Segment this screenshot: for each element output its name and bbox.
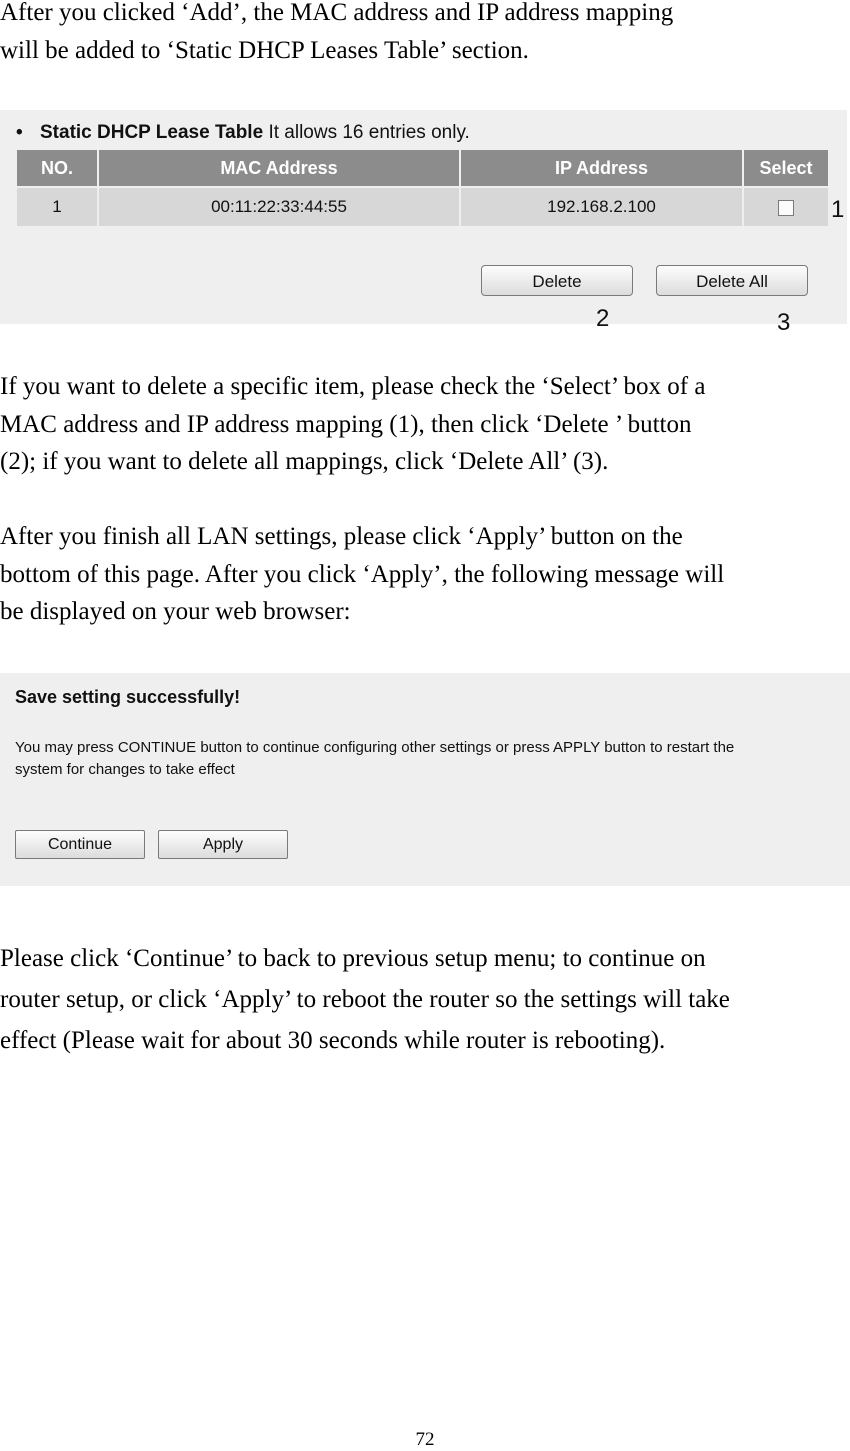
- apply-instructions-paragraph: [0, 518, 850, 631]
- cell-ip: 192.168.2.100: [461, 188, 742, 226]
- continue-explanation-paragraph: [0, 938, 850, 1061]
- save-success-message: [15, 737, 849, 781]
- paragraph-line: MAC address and IP address mapping (1), then click ‘Delete ’ button: [0, 410, 692, 438]
- save-success-screenshot: [0, 673, 850, 886]
- marker-2: 2: [596, 305, 610, 332]
- intro-paragraph: [0, 0, 850, 69]
- message-line: system for changes to take effect: [15, 761, 235, 778]
- delete-instructions-paragraph: [0, 368, 850, 481]
- paragraph-line: router setup, or click ‘Apply’ to reboot the router so the settings will take: [0, 986, 730, 1013]
- paragraph-line: be displayed on your web browser:: [0, 598, 351, 625]
- dhcp-lease-table: [15, 148, 830, 228]
- column-header-no: NO.: [17, 150, 97, 186]
- intro-line: After you clicked ‘Add’, the MAC address and IP address mapping: [0, 0, 674, 26]
- bullet-icon: •: [16, 122, 23, 143]
- continue-button[interactable]: Continue: [15, 830, 145, 859]
- column-header-select: Select: [744, 150, 828, 186]
- cell-select: [744, 188, 828, 226]
- delete-all-button[interactable]: Delete All: [656, 265, 808, 296]
- paragraph-line: (2); if you want to delete all mappings, click ‘Delete All’ (3).: [0, 448, 609, 475]
- dhcp-table-title: Static DHCP Lease Table: [40, 122, 264, 143]
- paragraph-line: If you want to delete a specific item, please check the ‘Select’ box of a: [0, 373, 706, 400]
- intro-line: will be added to ‘Static DHCP Leases Table’ section.: [0, 36, 529, 64]
- cell-no: 1: [17, 188, 97, 226]
- cell-mac: 00:11:22:33:44:55: [99, 188, 459, 226]
- dhcp-table-heading: [16, 122, 470, 144]
- delete-button[interactable]: Delete: [481, 265, 633, 296]
- paragraph-line: Please click ‘Continue’ to back to previous setup menu; to continue on: [0, 945, 706, 972]
- message-line: You may press CONTINUE button to continue configuring other settings or press APPLY button to restart the: [15, 739, 735, 756]
- column-header-mac: MAC Address: [99, 150, 459, 186]
- table-header-row: [17, 150, 828, 186]
- apply-button[interactable]: Apply: [158, 830, 288, 859]
- save-success-title: Save setting successfully!: [15, 687, 241, 707]
- table-row: [17, 188, 828, 226]
- paragraph-line: bottom of this page. After you click ‘Apply’, the following message will: [0, 560, 725, 588]
- column-header-ip: IP Address: [461, 150, 742, 186]
- select-checkbox[interactable]: [778, 200, 794, 216]
- page-number: 72: [415, 1429, 435, 1450]
- paragraph-line: effect (Please wait for about 30 seconds while router is rebooting).: [0, 1027, 666, 1054]
- dhcp-table-note: It allows 16 entries only.: [263, 122, 470, 143]
- paragraph-line: After you finish all LAN settings, please click ‘Apply’ button on the: [0, 523, 683, 550]
- marker-3: 3: [777, 309, 791, 336]
- marker-1: 1: [831, 196, 845, 223]
- dhcp-table-screenshot: [0, 110, 847, 324]
